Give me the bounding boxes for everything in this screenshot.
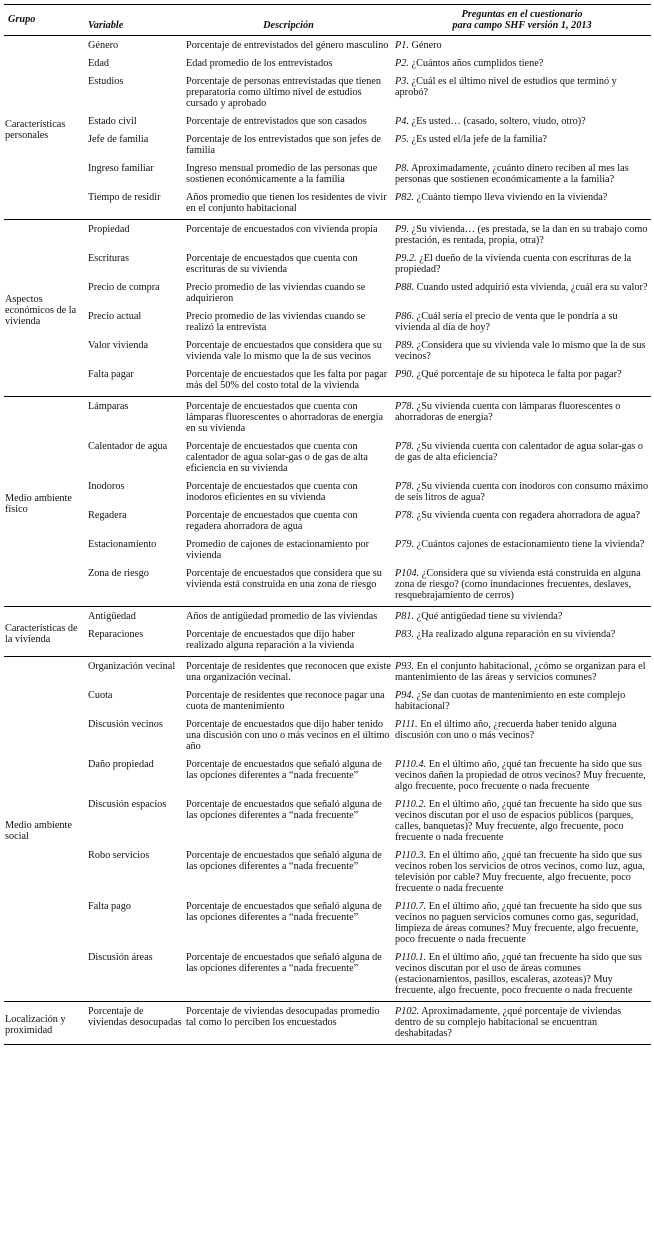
table-row [4,657,651,689]
variable-cell: Escrituras [88,253,129,264]
table-row [4,566,651,607]
variable-cell: Antigüedad [86,607,184,628]
question-cell [393,251,651,280]
question-text: ¿El dueño de la vivienda cuenta con escrituras de la propiedad? [395,253,632,275]
table-row [4,367,651,397]
question-cell [393,280,651,309]
question-ref: P83. [395,629,415,640]
question-text: Género [408,40,442,51]
table-row [4,161,651,190]
question-cell [393,161,651,190]
variable-cell: Precio de compra [88,282,160,293]
question-ref: P3. [395,76,409,87]
question-ref: P1. [395,40,409,51]
question-ref: P110.3. [395,850,427,861]
description-cell: Porcentaje de los entrevistados que son jefes de familia [186,134,381,156]
description-cell: Porcentaje de residentes que reconoce pagar una cuota de mantenimiento [186,690,385,712]
description-cell: Porcentaje de encuestados que señaló alguna de las opciones diferentes a “nada frecuente” [186,901,382,923]
question-text: ¿Su vivienda cuenta con inodoros con consumo máximo de seis litros de agua? [395,481,649,503]
variable-cell: Ingreso familiar [88,163,154,174]
variable-cell: Discusión vecinos [88,719,163,730]
variable-cell: Regadera [88,510,127,521]
description-cell: Porcentaje de entrevistados que son casados [186,116,367,127]
question-ref: P102. [395,1006,420,1017]
description-cell: Años de antigüedad promedio de las viviendas [184,607,393,628]
question-text: En el último año, ¿qué tan frecuente ha sido que sus vecinos dañen la propiedad de otros vecinos? Muy frecuente, algo frecuente, poco frecuente o nada frecuente [395,759,646,792]
question-ref: P110.2. [395,799,427,810]
table-row [4,688,651,717]
question-cell [393,309,651,338]
question-ref: P88. [395,282,415,293]
description-cell: Promedio de cajones de estacionamiento por vivienda [186,539,370,561]
group-name: Medio ambiente social [4,657,86,1002]
question-text: ¿Considera que su vivienda está construida en alguna zona de riesgo? (como inundaciones frecuentes, deslaves, resquebrajamiento de cerros) [395,568,641,601]
table-row [4,309,651,338]
question-text: ¿Cuántos cajones de estacionamiento tiene la vivienda? [414,539,645,550]
table-row [4,251,651,280]
question-cell [393,508,651,537]
table-row [4,797,651,848]
table-row [4,56,651,74]
variable-cell: Género [86,36,184,57]
header-preguntas-line1: Preguntas en el cuestionario [461,9,583,20]
question-text: ¿Se dan cuotas de mantenimiento en este complejo habitacional? [395,690,626,712]
question-ref: P110.1. [395,952,427,963]
table-row [4,397,651,440]
variable-cell: Organización vecinal [86,657,184,689]
question-text: ¿Ha realizado alguna reparación en su vivienda? [414,629,616,640]
description-cell: Porcentaje de entrevistados del género masculino [184,36,393,57]
table-row [4,190,651,220]
question-text: Aproximadamente, ¿qué porcentaje de viviendas dentro de su complejo habitacional se encuentran deshabitadas? [395,1006,622,1039]
description-cell: Porcentaje de encuestados con vivienda propia [184,220,393,252]
question-ref: P5. [395,134,409,145]
variable-cell: Porcentaje de viviendas desocupadas [86,1002,184,1045]
variable-cell: Discusión áreas [88,952,153,963]
question-text: En el último año, ¿qué tan frecuente ha sido que sus vecinos discutan por el uso de áreas comunes (estacionamientos, pasillos, escaleras, azoteas)? Muy frecuente, algo frecuente, poco frecuente o nada frecuente [395,952,642,996]
question-cell [393,848,651,899]
question-text: ¿Su vivienda cuenta con regadera ahorradora de agua? [414,510,641,521]
question-text: Aproximadamente, ¿cuánto dinero reciben al mes las personas que sostienen económicamente a la familia? [395,163,629,185]
question-cell [393,607,651,628]
table-row [4,899,651,950]
question-text: En el último año, ¿qué tan frecuente ha sido que sus vecinos roben los servicios de otros vecinos, como luz, agua, televisión por cable? Muy frecuente, algo frecuente, poco frecuente o nada frecuente [395,850,645,894]
table-row [4,114,651,132]
group-name: Características de la vivienda [4,607,86,657]
question-cell [393,566,651,607]
question-text: En el conjunto habitacional, ¿cómo se organizan para el mantenimiento de las áreas y servicios comunes? [395,661,646,683]
question-cell [393,797,651,848]
table-row [4,537,651,566]
question-ref: P9. [395,224,409,235]
description-cell: Porcentaje de encuestados que señaló alguna de las opciones diferentes a “nada frecuente” [186,799,382,821]
question-cell [393,950,651,1002]
question-cell [393,757,651,797]
description-cell: Porcentaje de encuestados que señaló alguna de las opciones diferentes a “nada frecuente” [186,952,382,974]
table-body [4,36,651,1045]
variable-cell: Estacionamiento [88,539,157,550]
group-name: Características personales [4,36,86,220]
question-text: ¿Es usted… (casado, soltero, viudo, otro)? [408,116,586,127]
question-cell [393,367,651,397]
question-text: ¿Considera que su vivienda vale lo mismo que la de sus vecinos? [395,340,646,362]
variable-cell: Tiempo de residir [88,192,161,203]
description-cell: Porcentaje de encuestados que cuenta con escrituras de su vivienda [186,253,358,275]
variable-cell: Cuota [88,690,113,701]
table-row [4,607,651,628]
table-row [4,479,651,508]
table-row [4,757,651,797]
question-text: Cuando usted adquirió esta vivienda, ¿cuál era su valor? [414,282,648,293]
variable-cell: Valor vivienda [88,340,149,351]
question-cell [393,132,651,161]
group-name: Localización y proximidad [4,1002,86,1045]
header-descripcion: Descripción [184,5,393,36]
description-cell: Porcentaje de encuestados que dijo haber realizado alguna reparación a la vivienda [186,629,355,651]
table-row [4,36,651,57]
question-ref: P104. [395,568,420,579]
description-cell: Porcentaje de encuestados que dijo haber tenido una discusión con uno o más vecinos en el último año [186,719,390,752]
question-cell [393,439,651,479]
question-text: ¿Su vivienda cuenta con calentador de agua solar-gas o de gas de alta eficiencia? [395,441,643,463]
table-row [4,717,651,757]
question-ref: P93. [395,661,415,672]
question-cell [393,479,651,508]
question-cell [393,899,651,950]
question-ref: P4. [395,116,409,127]
variable-cell: Zona de riesgo [88,568,149,579]
table-row [4,950,651,1002]
table-row [4,74,651,114]
question-ref: P78. [395,401,415,412]
question-text: ¿Es usted el/la jefe de la familia? [408,134,547,145]
description-cell: Precio promedio de las viviendas cuando se adquirieron [186,282,366,304]
question-cell [393,397,651,440]
header-preguntas-line2: para campo SHF versión 1, 2013 [452,20,592,31]
variables-table [4,4,651,1045]
question-ref: P90. [395,369,415,380]
variable-cell: Reparaciones [88,629,144,640]
table-row [4,627,651,657]
question-ref: P94. [395,690,415,701]
variable-cell: Daño propiedad [88,759,154,770]
question-cell [393,1002,651,1045]
question-cell [393,537,651,566]
question-cell [393,338,651,367]
description-cell: Porcentaje de viviendas desocupadas promedio tal como lo perciben los encuestados [184,1002,393,1045]
question-ref: P2. [395,58,409,69]
question-cell [393,220,651,252]
question-text: ¿Cuál es el último nivel de estudios que terminó y aprobó? [395,76,617,98]
variable-cell: Falta pago [88,901,131,912]
description-cell: Porcentaje de encuestados que cuenta con calentador de agua solar-gas o de gas de alta eficiencia en su vivienda [186,441,368,474]
description-cell: Porcentaje de encuestados que cuenta con lámparas fluorescentes o ahorradoras de energía en su vivienda [184,397,393,440]
variable-cell: Calentador de agua [88,441,168,452]
variable-cell: Robo servicios [88,850,150,861]
question-text: ¿Qué porcentaje de su hipoteca le falta por pagar? [414,369,622,380]
variable-cell: Discusión espacios [88,799,167,810]
variable-cell: Precio actual [88,311,142,322]
question-text: En el último año, ¿qué tan frecuente ha sido que sus vecinos discutan por el uso de espacios públicos (parques, calles, banquetas)? Muy frecuente, algo frecuente, poco frecuente o nada frecuente [395,799,642,843]
question-ref: P86. [395,311,415,322]
variable-cell: Lámparas [86,397,184,440]
table-row [4,439,651,479]
table-row [4,848,651,899]
description-cell: Porcentaje de personas entrevistadas que tienen preparatoria como último nivel de estudios cursado y aprobado [186,76,381,109]
question-cell [393,657,651,689]
question-text: ¿Cuántos años cumplidos tiene? [408,58,544,69]
group-name: Aspectos económicos de la vivienda [4,220,86,397]
table-row [4,508,651,537]
table-row [4,132,651,161]
question-text: ¿Cuánto tiempo lleva viviendo en la vivienda? [414,192,608,203]
question-cell [393,114,651,132]
question-text: ¿Su vivienda cuenta con lámparas fluorescentes o ahorradoras de energía? [395,401,621,423]
description-cell: Porcentaje de residentes que reconocen que existe una organización vecinal. [184,657,393,689]
variable-cell: Inodoros [88,481,125,492]
description-cell: Porcentaje de encuestados que cuenta con inodoros eficientes en su vivienda [186,481,358,503]
group-name: Medio ambiente físico [4,397,86,607]
question-ref: P78. [395,441,415,452]
question-ref: P81. [395,611,415,622]
table-header [4,5,651,36]
description-cell: Porcentaje de encuestados que considera que su vivienda vale lo mismo que la de sus vecinos [186,340,382,362]
question-text: ¿Cuál sería el precio de venta que le pondría a su vivienda al día de hoy? [395,311,618,333]
question-cell [393,190,651,220]
table-row [4,220,651,252]
question-ref: P89. [395,340,415,351]
variable-cell: Jefe de familia [88,134,149,145]
question-text: ¿Su vivienda… (es prestada, se la dan en su trabajo como prestación, es rentada, propia, otra)? [395,224,648,246]
table-row [4,338,651,367]
question-ref: P8. [395,163,409,174]
variable-cell: Propiedad [86,220,184,252]
question-ref: P82. [395,192,415,203]
description-cell: Precio promedio de las viviendas cuando se realizó la entrevista [186,311,366,333]
header-variable: Variable [86,5,184,36]
description-cell: Porcentaje de encuestados que cuenta con regadera ahorradora de agua [186,510,358,532]
question-ref: P110.4. [395,759,427,770]
description-cell: Porcentaje de encuestados que señaló alguna de las opciones diferentes a “nada frecuente” [186,759,382,781]
description-cell: Porcentaje de encuestados que considera que su vivienda está construida en una zona de riesgo [186,568,382,590]
question-ref: P9.2. [395,253,417,264]
question-cell [393,717,651,757]
question-cell [393,36,651,57]
question-cell [393,627,651,657]
question-ref: P79. [395,539,415,550]
variable-cell: Falta pagar [88,369,134,380]
question-ref: P78. [395,510,415,521]
description-cell: Edad promedio de los entrevistados [186,58,333,69]
question-ref: P110.7. [395,901,427,912]
header-grupo: Grupo [4,5,86,36]
question-ref: P78. [395,481,415,492]
description-cell: Porcentaje de encuestados que les falta por pagar más del 50% del costo total de la vivienda [186,369,388,391]
question-ref: P111. [395,719,418,730]
variable-cell: Edad [88,58,110,69]
table-row [4,1002,651,1045]
question-cell [393,74,651,114]
header-preguntas [393,5,651,36]
variable-cell: Estudios [88,76,124,87]
description-cell: Años promedio que tienen los residentes de vivir en el conjunto habitacional [186,192,387,214]
variable-cell: Estado civil [88,116,137,127]
question-text: ¿Qué antigüedad tiene su vivienda? [414,611,563,622]
question-cell [393,688,651,717]
description-cell: Porcentaje de encuestados que señaló alguna de las opciones diferentes a “nada frecuente” [186,850,382,872]
question-text: En el último año, ¿qué tan frecuente ha sido que sus vecinos no paguen servicios comunes como gas, seguridad, limpieza de áreas comunes? Muy frecuente, algo frecuente, poco frecuente o nada frecuente [395,901,642,945]
question-cell [393,56,651,74]
table-row [4,280,651,309]
question-text: En el último año, ¿recuerda haber tenido alguna discusión con uno o más vecinos? [395,719,617,741]
description-cell: Ingreso mensual promedio de las personas que sostienen económicamente a la familia [186,163,378,185]
